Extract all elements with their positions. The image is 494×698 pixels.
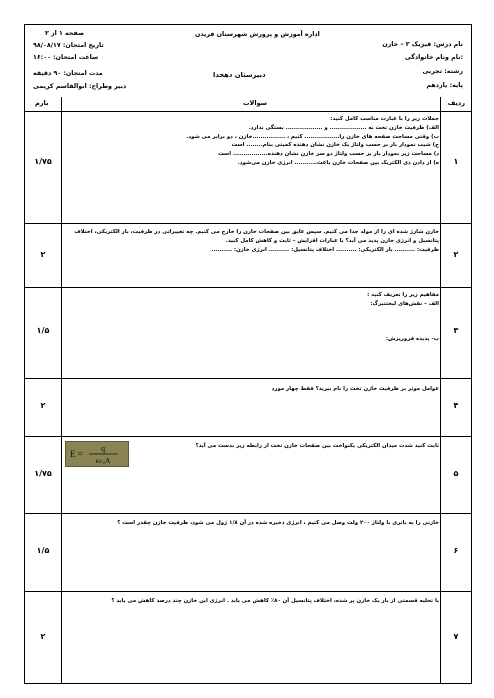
- page-number: صفحه ۱ از ۲: [45, 30, 85, 37]
- question-number: ۳: [453, 326, 459, 335]
- column-score: بارم: [35, 99, 49, 107]
- field-of-study: رشته: تجربی: [422, 68, 463, 75]
- question-row: [25, 514, 471, 592]
- question-number: ۴: [453, 401, 459, 410]
- question-line: با تخلیه قسمتی از بار یک خازن پر شده، اختلاف پتانسیل آن ۸۰٪ کاهش می یابد . انرژی این خازن چند درصد کاهش می یابد ؟: [111, 598, 439, 604]
- question-text: [65, 291, 439, 344]
- question-line: [65, 317, 439, 326]
- question-row: [25, 437, 471, 514]
- question-row: [25, 224, 471, 288]
- question-number: ۷: [453, 632, 459, 641]
- question-text: [65, 519, 439, 528]
- question-line: ه) از دادن دی الکتریک بین صفحات خازن باعث........... انرژی خازن می‌شود.: [237, 159, 439, 166]
- question-number: ۱: [453, 157, 459, 166]
- formula-denominator: κε₀A: [95, 456, 111, 465]
- formula-image: [65, 441, 129, 467]
- question-line: مفاهیم زیر را تعریف کنید :: [367, 292, 439, 298]
- student-name-field: نام ونام خانوادگی:: [404, 54, 463, 61]
- question-line: ظرفیت: .......... بار الکتریکی: .......... اختلاف پتانسیل: .......... انرژی خازن: ..........: [211, 246, 439, 253]
- question-text: [65, 597, 439, 606]
- question-line: ج) شیب نمودار بار بر حسب ولتاژ یک خازن نشان دهنده کمیتی بنام........ است: [231, 142, 439, 149]
- question-line: جملات زیر را با عبارت مناسب کامل کنید:: [330, 116, 439, 122]
- institution: اداره آموزش و پرورش شهرستان فریدن: [195, 31, 320, 38]
- column-questions: سوالات: [243, 99, 268, 107]
- question-line: ب- پدیده فروریزش:: [385, 335, 439, 342]
- question-line: خازنی را به باتری با ولتاژ ۲۰۰ ولت وصل می کنیم ، انرژی ذخیره شده در آن ۱/۸ ژول می شود، ظرفیت خازن چقدر است ؟: [117, 520, 439, 526]
- formula-lhs: E =: [70, 449, 83, 459]
- question-line: [65, 326, 439, 335]
- exam-duration: مدت امتحان: ۹۰ دقیقه: [33, 70, 103, 77]
- question-line: خازن شارژ شده ای را از مولد جدا می کنیم. سپس عایق بین صفحات خازن را خارج می کنیم. چه تغییراتی در ظرفیت، بار الکتریکی، اختلاف: [74, 229, 439, 235]
- lesson-name: نام درس: فیزیک ۲ – خازن: [382, 41, 463, 48]
- question-number: ۲: [453, 250, 459, 259]
- question-row: [25, 112, 471, 224]
- column-row-number: ردیف: [447, 99, 465, 107]
- question-score: ۱/۵: [36, 546, 50, 555]
- question-score: ۱/۷۵: [34, 469, 52, 478]
- column-header-row: [25, 97, 471, 112]
- question-score: ۱/۵: [36, 326, 50, 335]
- formula-numerator: q: [101, 444, 105, 453]
- question-line: الف – نقش‌های لیختنبرگ:: [370, 300, 439, 307]
- exam-date: تاریخ امتحان: ۹۸/۰۸/۱۷: [33, 42, 104, 49]
- question-line: پتانسیل و انرژی خازن پدید می آید؟ با عبارات افزایش – ثابت و کاهش کامل کنید.: [225, 237, 439, 244]
- question-row: [25, 379, 471, 437]
- teacher-name: دبیر وطراح: ابوالقاسم کریمی: [33, 83, 127, 90]
- question-line: الف) ظرفیت خازن تخت به .................. و .................. بستگی ندارد.: [248, 124, 439, 131]
- question-text: [65, 115, 439, 168]
- exam-sheet: [24, 24, 472, 684]
- question-line: ب) وقتی مساحت صفحه های خازن را................. کنیم ، ................خازن ، دو برابر می شود.: [186, 133, 439, 140]
- question-score: ۱/۷۵: [34, 157, 52, 166]
- question-line: عوامل موثر بر ظرفیت خازن تخت را نام ببرید؟ فقط چهار مورد: [271, 386, 439, 392]
- question-number: ۵: [453, 469, 459, 478]
- question-line: د) مساحت زیر نمودار بار بر حسب ولتاژ دو سر خازن نشان دهنده................. است: [218, 151, 439, 158]
- question-text: [65, 228, 439, 254]
- grade-level: پایه: یازدهم: [426, 82, 463, 89]
- question-row: [25, 288, 471, 379]
- question-text: [65, 385, 439, 394]
- exam-header: [25, 25, 471, 98]
- exam-time: ساعت امتحان: ۱۶:۰۰: [33, 54, 99, 61]
- question-line: ثابت کنید شدت میدان الکتریکی یکنواخت بین صفحات خازن تخت از رابطه زیر بدست می آید؟: [195, 443, 439, 449]
- question-score: ۲: [40, 401, 46, 410]
- question-score: ۲: [40, 632, 46, 641]
- question-row: [25, 592, 471, 685]
- school-name: دبیرستان دهخدا: [213, 71, 266, 79]
- question-line: [65, 309, 439, 318]
- question-score: ۲: [40, 250, 46, 259]
- question-number: ۶: [453, 546, 459, 555]
